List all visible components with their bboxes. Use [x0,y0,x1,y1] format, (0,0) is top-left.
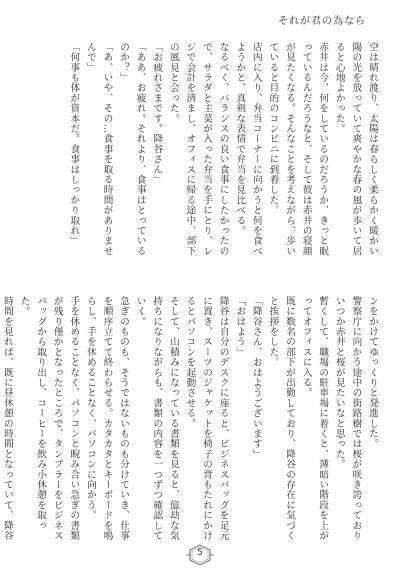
page-number-badge [186,544,214,566]
upper-text-block: 空は晴れ渡り、太陽は春らしく柔らかく暖かい陽の光を放っていて爽やかな春の風が歩いて居ると心地よかった。 赤井は今、何をしているのだろうか、きっと眠っているんだろうなと、そして彼は赤井の寝顔が見たくなる。そんなことを考えながら、歩いていると目的のコンビニに到着した。 店内に入り、弁当コーナーに向かうと何を食べようかと、真剣な表情で弁当を見比べる。 なるべく、バランスの良い食事にしたかったので、サラダと主菜が入った弁当を手にとり、レジで会計を済まし、オフィスに帰る途中、部下の風見と会った。 「お疲れさまです。降谷さん」 「ああ、お疲れ。それより、食事はとっているのか？」 「あ、いや、その…食事を取る時間がありませんで」 「何事も体が資本だ。食事はしっかり取れ」 [68,42,378,257]
page-number: 5 [197,548,203,558]
lower-text-block: ンをかけてゆっくりと発進した。 警察庁に向かう途中の街路樹では桜が咲き誇っておりいつか赤井と桜が見たいなと思った。 暫くして、職場の駐車場に着くと、薄暗い階段を上がってオフィスに入る。 既に数名の部下が出勤しており、降谷の存在に気づくと挨拶をした。 「降谷さん、おはようございます」 「おはよう」 降谷は自分のデスクに座ると、ビジネスバッグを足元に置き、スーツのジャケットを椅子の背もたれにかけるとパソコンを起動させる。 そして、山積みになっている書類を見ると、億劫な気持ちになりながらも、書類の内容を一つずつ確認していく。 急ぎのものも、そうではないものも分けていき、仕事を順序立てて終わらせる。カタカタとキーボードを鳴らし、手を休めることなく、パソコンに向かう。 手を休めることなく、パソコンと睨み合い急ぎの書類が残り僅かとなったところで、タンブラーをビジネスバッグから取り出し、コーヒーを飲み小休憩を取った。 時間を見れば、既に昼休憩の時間となっていて、降谷 [1,296,378,541]
running-header-title: それが君の為なら [278,16,366,27]
